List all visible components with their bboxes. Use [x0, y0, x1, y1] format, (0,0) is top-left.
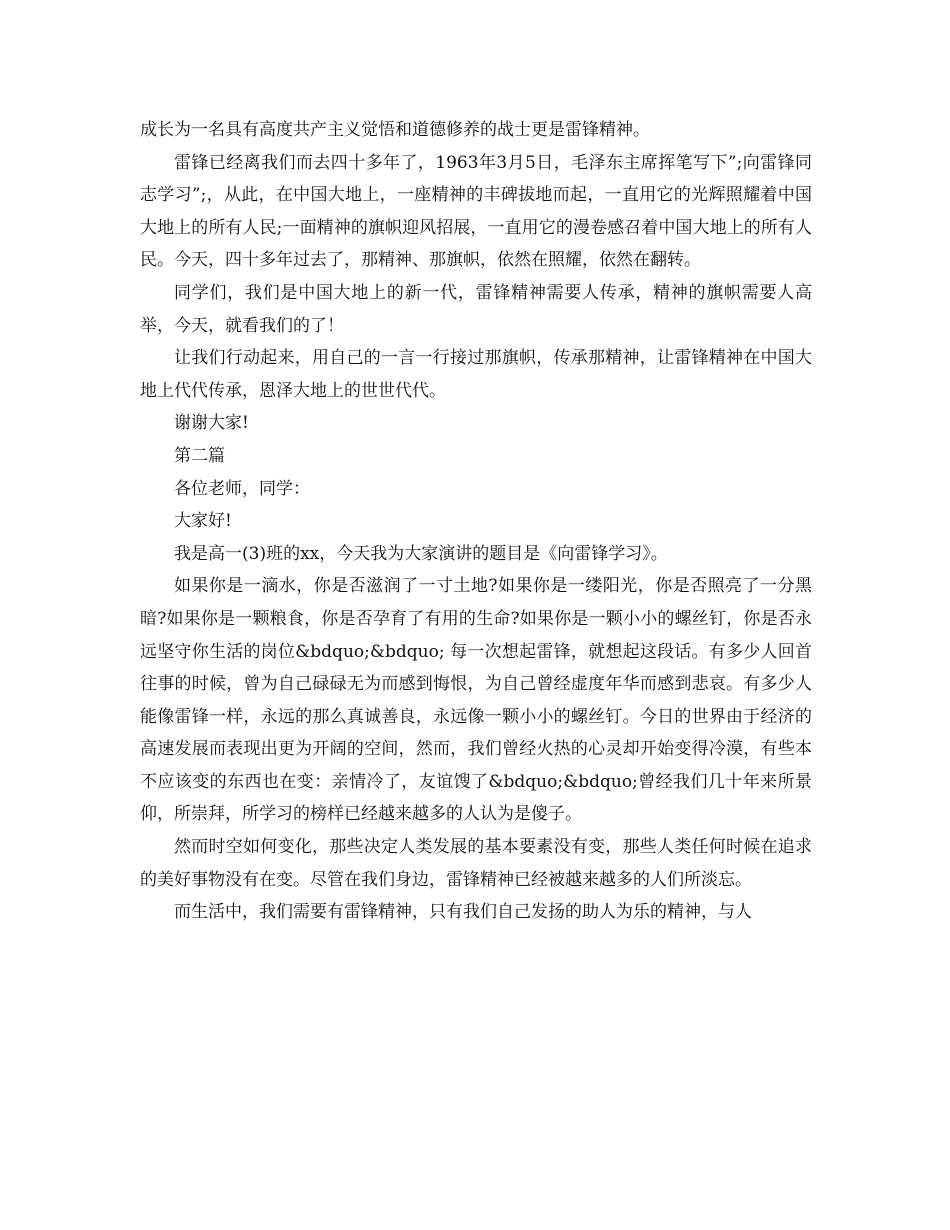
paragraph-12: 而生活中，我们需要有雷锋精神，只有我们自己发扬的助人为乐的精神，与人	[174, 902, 752, 923]
paragraph-5: 谢谢大家!	[174, 413, 249, 434]
paragraph-9: 我是高一(3)班的xx，今天我为大家演讲的题目是《向雷锋学习》。	[174, 543, 668, 564]
section-heading: 第二篇	[174, 445, 225, 466]
paragraph-11: 然而时空如何变化，那些决定人类发展的基本要素没有变，那些人类任何时候在追求的美好事物没有在变。尽管在我们身边，雷锋精神已经被越来越多的人们所淡忘。	[140, 837, 812, 890]
salutation: 各位老师，同学：	[174, 478, 310, 499]
paragraph-3: 同学们，我们是中国大地上的新一代，雷锋精神需要人传承，精神的旗帜需要人高举，今天，就看我们的了！	[140, 282, 812, 336]
greeting: 大家好!	[174, 511, 232, 532]
paragraph-10: 如果你是一滴水，你是否滋润了一寸土地?如果你是一缕阳光，你是否照亮了一分黑暗?如果你是一颗粮食，你是否孕育了有用的生命?如果你是一颗小小的螺丝钉，你是否永远坚守你生活的岗位&bdquo;&bdquo; 每一次想起雷锋，就想起这段话。有多少人回首往事的时候，曾为自己碌碌无为而感到悔恨，为自己曾经虚度年华而感到悲哀。有多少人能像雷锋一样，永远的那么真诚善良，永远像一颗小小的螺丝钉。今日的世界由于经济的高速发展而表现出更为开阔的空间，然而，我们曾经火热的心灵却开始变得冷漠，有些本不应该变的东西也在变：亲情冷了，友谊馊了&bdquo;&bdquo;曾经我们几十年来所景仰，所崇拜，所学习的榜样已经越来越多的人认为是傻子。	[140, 576, 812, 825]
paragraph-1: 成长为一名具有高度共产主义觉悟和道德修养的战士更是雷锋精神。	[140, 120, 650, 140]
document-body	[140, 114, 812, 929]
paragraph-4: 让我们行动起来，用自己的一言一行接过那旗帜，传承那精神，让雷锋精神在中国大地上代代传承，恩泽大地上的世世代代。	[140, 348, 812, 401]
paragraph-2: 雷锋已经离我们而去四十多年了，1963年3月5日，毛泽东主席挥笔写下”;向雷锋同志学习”;，从此，在中国大地上，一座精神的丰碑拔地而起，一直用它的光辉照耀着中国大地上的所有人民;一面精神的旗帜迎风招展，一直用它的漫卷感召着中国大地上的所有人民。今天，四十多年过去了，那精神、那旗帜，依然在照耀，依然在翻转。	[140, 152, 812, 271]
